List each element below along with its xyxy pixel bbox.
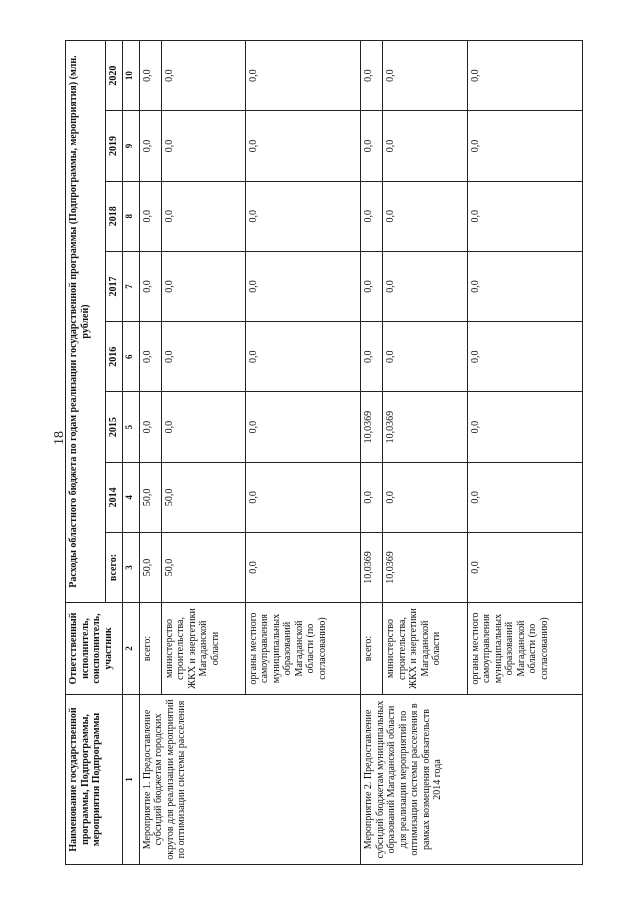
table-row [139,41,161,865]
value-cell: 0,0 [467,111,582,181]
value-cell: 0,0 [139,322,161,392]
col-number: 10 [122,41,139,111]
col-number: 7 [122,251,139,321]
value-cell: 10,0369 [383,533,467,603]
value-cell: 50,0 [161,462,245,532]
responsible-cell: министерство строительства, ЖКХ и энергетики Магаданской области [383,603,467,695]
value-cell: 50,0 [139,533,161,603]
value-cell: 50,0 [139,462,161,532]
value-cell: 0,0 [467,181,582,251]
value-cell: 10,0369 [383,392,467,462]
value-cell: 0,0 [161,251,245,321]
value-cell: 0,0 [467,251,582,321]
header-responsible: Ответственный исполнитель, соисполнитель, участник [66,603,123,695]
header-year-2019: 2019 [106,111,123,181]
value-cell: 0,0 [245,41,360,111]
value-cell: 0,0 [383,322,467,392]
value-cell: 0,0 [467,322,582,392]
value-cell: 0,0 [161,181,245,251]
value-cell: 0,0 [245,181,360,251]
value-cell: 10,0369 [361,392,383,462]
value-cell: 0,0 [361,181,383,251]
value-cell: 10,0369 [361,533,383,603]
value-cell: 0,0 [383,251,467,321]
col-number: 5 [122,392,139,462]
value-cell: 0,0 [161,41,245,111]
responsible-cell: всего: [139,603,161,695]
value-cell: 0,0 [245,251,360,321]
header-year-total: всего: [106,533,123,603]
value-cell: 0,0 [361,41,383,111]
value-cell: 0,0 [383,41,467,111]
value-cell: 0,0 [245,392,360,462]
header-year-2014: 2014 [106,462,123,532]
value-cell: 0,0 [361,322,383,392]
value-cell: 0,0 [467,462,582,532]
value-cell: 0,0 [139,111,161,181]
col-number: 2 [122,603,139,695]
value-cell: 0,0 [467,392,582,462]
value-cell: 0,0 [245,111,360,181]
activity-name: Мероприятие 2. Предоставление субсидий бюджетам муниципальных образований Магаданской области для реализации мероприятий по оптимизации системы расселения в рамках возмещения обязательств 2014 года [361,695,583,865]
header-year-2020: 2020 [106,41,123,111]
value-cell: 0,0 [139,251,161,321]
value-cell: 0,0 [361,462,383,532]
value-cell: 0,0 [139,181,161,251]
header-expenses: Расходы областного бюджета по годам реализации государственной программы (Подпрограммы, мероприятия) (млн. рублей) [66,41,106,603]
value-cell: 0,0 [383,181,467,251]
col-number: 4 [122,462,139,532]
col-number: 9 [122,111,139,181]
header-year-2015: 2015 [106,392,123,462]
responsible-cell: органы местного самоуправления муниципальных образований Магаданской области (по согласованию) [467,603,582,695]
value-cell: 0,0 [139,392,161,462]
value-cell: 0,0 [383,111,467,181]
value-cell: 0,0 [139,41,161,111]
col-number: 1 [122,695,139,865]
value-cell: 0,0 [245,462,360,532]
budget-table [65,40,583,865]
table-row [361,41,383,865]
value-cell: 0,0 [245,322,360,392]
responsible-cell: органы местного самоуправления муниципальных образований Магаданской области (по согласованию) [245,603,360,695]
value-cell: 0,0 [161,392,245,462]
value-cell: 0,0 [161,111,245,181]
page-number: 18 [52,431,67,445]
value-cell: 0,0 [467,533,582,603]
col-number: 6 [122,322,139,392]
budget-table-sheet [65,40,583,865]
value-cell: 0,0 [361,251,383,321]
value-cell: 0,0 [383,462,467,532]
value-cell: 0,0 [467,41,582,111]
header-year-2016: 2016 [106,322,123,392]
col-number: 3 [122,533,139,603]
responsible-cell: всего: [361,603,383,695]
value-cell: 0,0 [245,533,360,603]
header-name: Наименование государственной программы, Подпрограммы, мероприятия Подпрограммы [66,695,123,865]
col-number: 8 [122,181,139,251]
header-year-2018: 2018 [106,181,123,251]
value-cell: 50,0 [161,533,245,603]
value-cell: 0,0 [361,111,383,181]
header-year-2017: 2017 [106,251,123,321]
responsible-cell: министерство строительства, ЖКХ и энергетики Магаданской области [161,603,245,695]
value-cell: 0,0 [161,322,245,392]
activity-name: Мероприятие 1. Предоставление субсидий бюджетам городских округов для реализации мероприятий по оптимизации системы расселения [139,695,361,865]
